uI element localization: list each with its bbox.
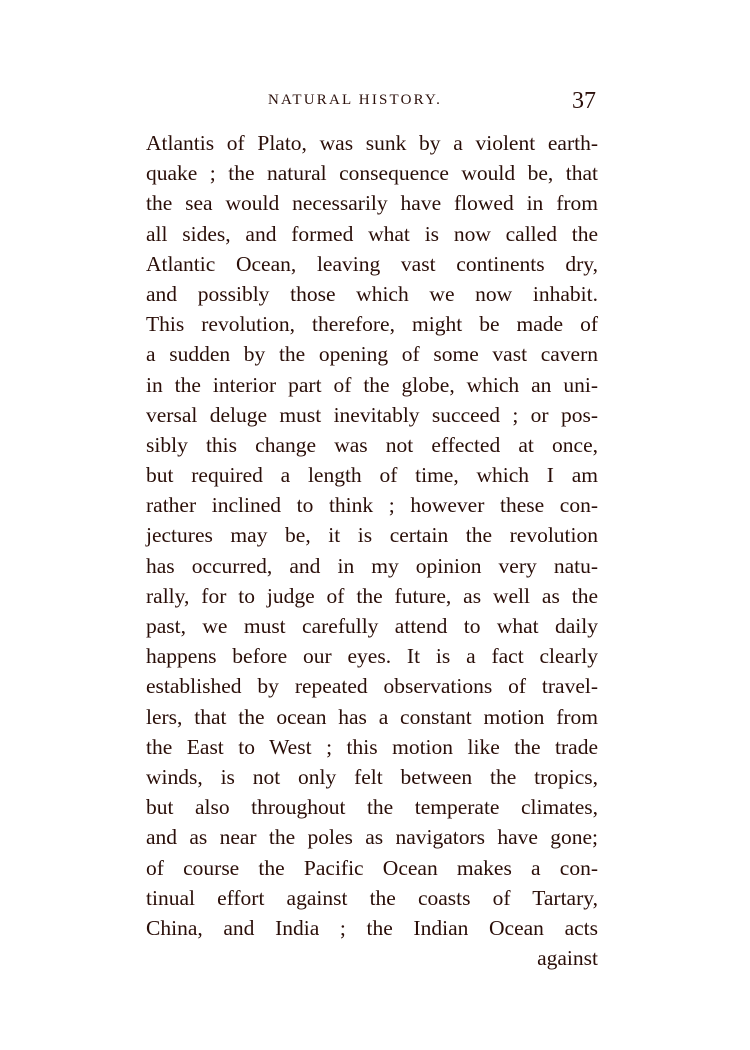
body-text <box>146 128 598 973</box>
text-line: lers, that the ocean has a constant motion from <box>146 704 598 729</box>
text-line: rally, for to judge of the future, as well as the <box>146 583 598 608</box>
catchword: against <box>537 946 598 971</box>
text-line: happens before our eyes. It is a fact clearly <box>146 644 598 669</box>
text-line: past, we must carefully attend to what daily <box>146 614 598 638</box>
text-line: the East to West ; this motion like the trade <box>146 734 598 759</box>
text-line: a sudden by the opening of some vast cavern <box>146 342 598 367</box>
text-line: and possibly those which we now inhabit. <box>146 281 598 306</box>
text-line: Atlantis of Plato, was sunk by a violent earth- <box>146 131 598 155</box>
text-line: quake ; the natural consequence would be, that <box>146 161 598 186</box>
running-head <box>262 88 602 118</box>
text-line: and as near the poles as navigators have gone; <box>146 825 598 850</box>
text-line: but also throughout the temperate climates, <box>146 795 598 820</box>
text-line: Atlantic Ocean, leaving vast continents dry, <box>146 251 598 276</box>
page-number: 37 <box>572 88 596 114</box>
text-line: sibly this change was not effected at once, <box>146 432 598 457</box>
text-line: This revolution, therefore, might be made of <box>146 312 598 337</box>
text-line: in the interior part of the globe, which an uni- <box>146 372 598 397</box>
text-line: all sides, and formed what is now called the <box>146 221 598 246</box>
text-line: rather inclined to think ; however these con- <box>146 493 598 518</box>
text-line: has occurred, and in my opinion very natu- <box>146 553 598 578</box>
running-title: NATURAL HISTORY. <box>268 92 443 108</box>
text-line: of course the Pacific Ocean makes a con- <box>146 855 598 880</box>
text-line: China, and India ; the Indian Ocean acts <box>146 915 598 940</box>
text-line: winds, is not only felt between the tropics, <box>146 764 598 789</box>
text-line: the sea would necessarily have flowed in from <box>146 191 598 216</box>
text-line: established by repeated observations of travel- <box>146 674 598 699</box>
text-line: tinual effort against the coasts of Tartary, <box>146 885 598 910</box>
text-line: jectures may be, it is certain the revolution <box>146 523 598 548</box>
text-line: but required a length of time, which I am <box>146 463 598 488</box>
text-line: versal deluge must inevitably succeed ; or pos- <box>146 402 598 427</box>
